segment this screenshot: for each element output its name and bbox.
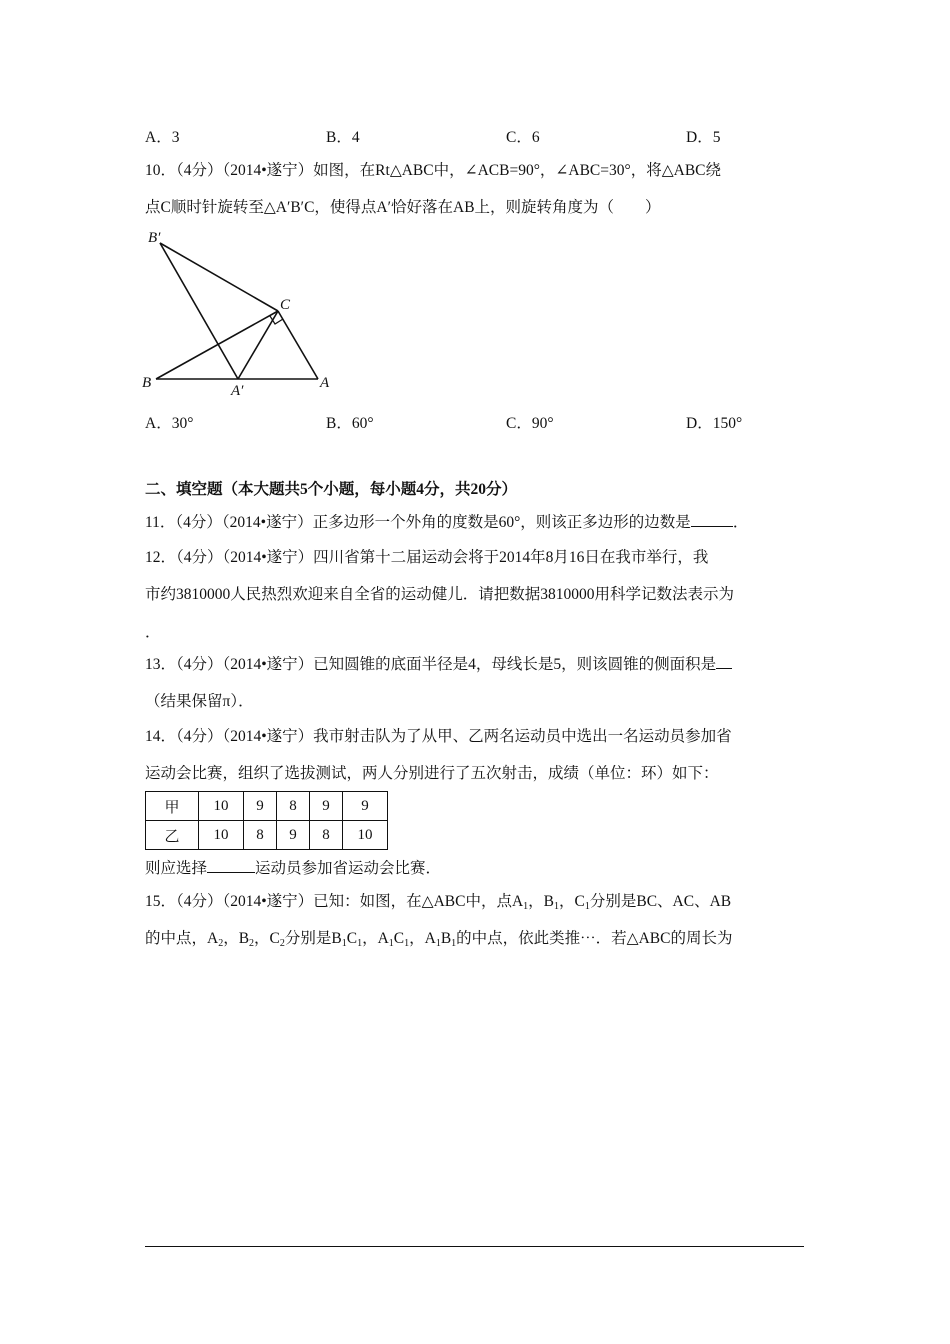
subscript: 1 [451,938,457,949]
subscript: 1 [584,901,590,912]
label-b-prime: B′ [148,230,161,246]
footer-divider [145,1246,804,1247]
q12-line-1: 12．（4分）（2014•遂宁）四川省第十二届运动会将于2014年8月16日在我市举行，我 [145,549,709,566]
q15-text: 分别是B [284,930,342,947]
section-2-title: 二、填空题（本大题共5个小题，每小题4分，共20分） [145,481,518,498]
label-a-prime: A′ [231,383,244,399]
q15-text: ，B [223,930,250,947]
q15-text: ，B [528,893,555,910]
table-cell: 8 [244,821,277,850]
q10-option-d: D．150° [686,415,743,432]
subscript: 1 [523,901,529,912]
q15-line-2 [145,926,732,949]
q15-text: B [440,930,452,947]
table-row [146,821,388,850]
subscript: 1 [388,938,394,949]
q10-option-c: C．90° [506,415,554,432]
q11-answer-blank [691,512,733,527]
table-cell: 9 [343,792,388,821]
q15-text: C [346,930,358,947]
q9-option-b: B．4 [326,129,360,146]
q10-option-a: A．30° [145,415,194,432]
q15-line-1 [145,889,731,912]
q14-after-pre: 则应选择 [145,860,208,877]
q13-line-1 [145,652,732,674]
q15-text: ，C [559,893,585,910]
q12-line-2: 市约3810000人民热烈欢迎来自全省的运动健儿．请把数据3810000用科学记数法表示为 [145,586,735,603]
q13-text: 13．（4分）（2014•遂宁）已知圆锥的底面半径是4，母线长是5，则该圆锥的侧面积是 [145,656,717,673]
q14-line-1: 14．（4分）（2014•遂宁）我市射击队为了从甲、乙两名运动员中选出一名运动员参加省 [145,728,732,745]
subscript: 1 [404,938,410,949]
q10-line-2: 点C顺时针旋转至△A′B′C，使得点A′恰好落在AB上，则旋转角度为（ ） [145,199,661,216]
q14-after-table [145,856,441,878]
figure-lines [156,243,318,379]
table-cell: 10 [199,792,244,821]
q15-text: C [393,930,405,947]
q14-score-table [145,791,388,850]
q15-text: ，C [254,930,280,947]
q9-option-c: C．6 [506,129,540,146]
subscript: 2 [279,938,285,949]
subscript: 1 [435,938,441,949]
table-row [146,792,388,821]
table-cell: 甲 [146,792,199,821]
q13-line-2: （结果保留π）． [145,693,254,710]
q9-option-d: D．5 [686,129,721,146]
subscript: 1 [341,938,347,949]
table-cell: 乙 [146,821,199,850]
q10-triangle-figure [138,225,338,400]
q15-text: 15．（4分）（2014•遂宁）已知：如图，在△ABC中，点A [145,893,524,910]
q15-text: 的中点，A [145,930,219,947]
label-a: A [320,375,330,391]
q14-answer-blank [207,858,255,873]
q14-line-2: 运动会比赛，组织了选拔测试，两人分别进行了五次射击，成绩（单位：环）如下： [145,765,719,782]
subscript: 2 [218,938,224,949]
q12-line-3: ． [145,624,161,641]
table-cell: 10 [343,821,388,850]
q11-text: 11．（4分）（2014•遂宁）正多边形一个外角的度数是60°，则该正多边形的边数是 [145,514,691,531]
table-cell: 8 [277,792,310,821]
label-b: B [142,375,152,391]
q15-text: ，A [362,930,389,947]
table-cell: 9 [310,792,343,821]
subscript: 2 [249,938,255,949]
subscript: 1 [357,938,363,949]
q15-text: 的中点，依此类推⋯．若△ABC的周长为 [456,930,733,947]
q10-option-b: B．60° [326,415,374,432]
table-cell: 8 [310,821,343,850]
q14-after-post: 运动员参加省运动会比赛． [255,860,442,877]
q9-option-a: A．3 [145,129,180,146]
q11 [145,510,748,532]
table-cell: 9 [244,792,277,821]
q15-text: 分别是BC、AC、AB [589,893,732,910]
q10-line-1: 10．（4分）（2014•遂宁）如图，在Rt△ABC中，∠ACB=90°，∠ABC=30°，将△ABC绕 [145,162,721,179]
table-cell: 10 [199,821,244,850]
q15-text: ，A [409,930,436,947]
label-c: C [280,297,291,313]
table-cell: 9 [277,821,310,850]
subscript: 1 [554,901,560,912]
q13-answer-blank [716,654,732,669]
q11-end: ． [732,514,749,531]
